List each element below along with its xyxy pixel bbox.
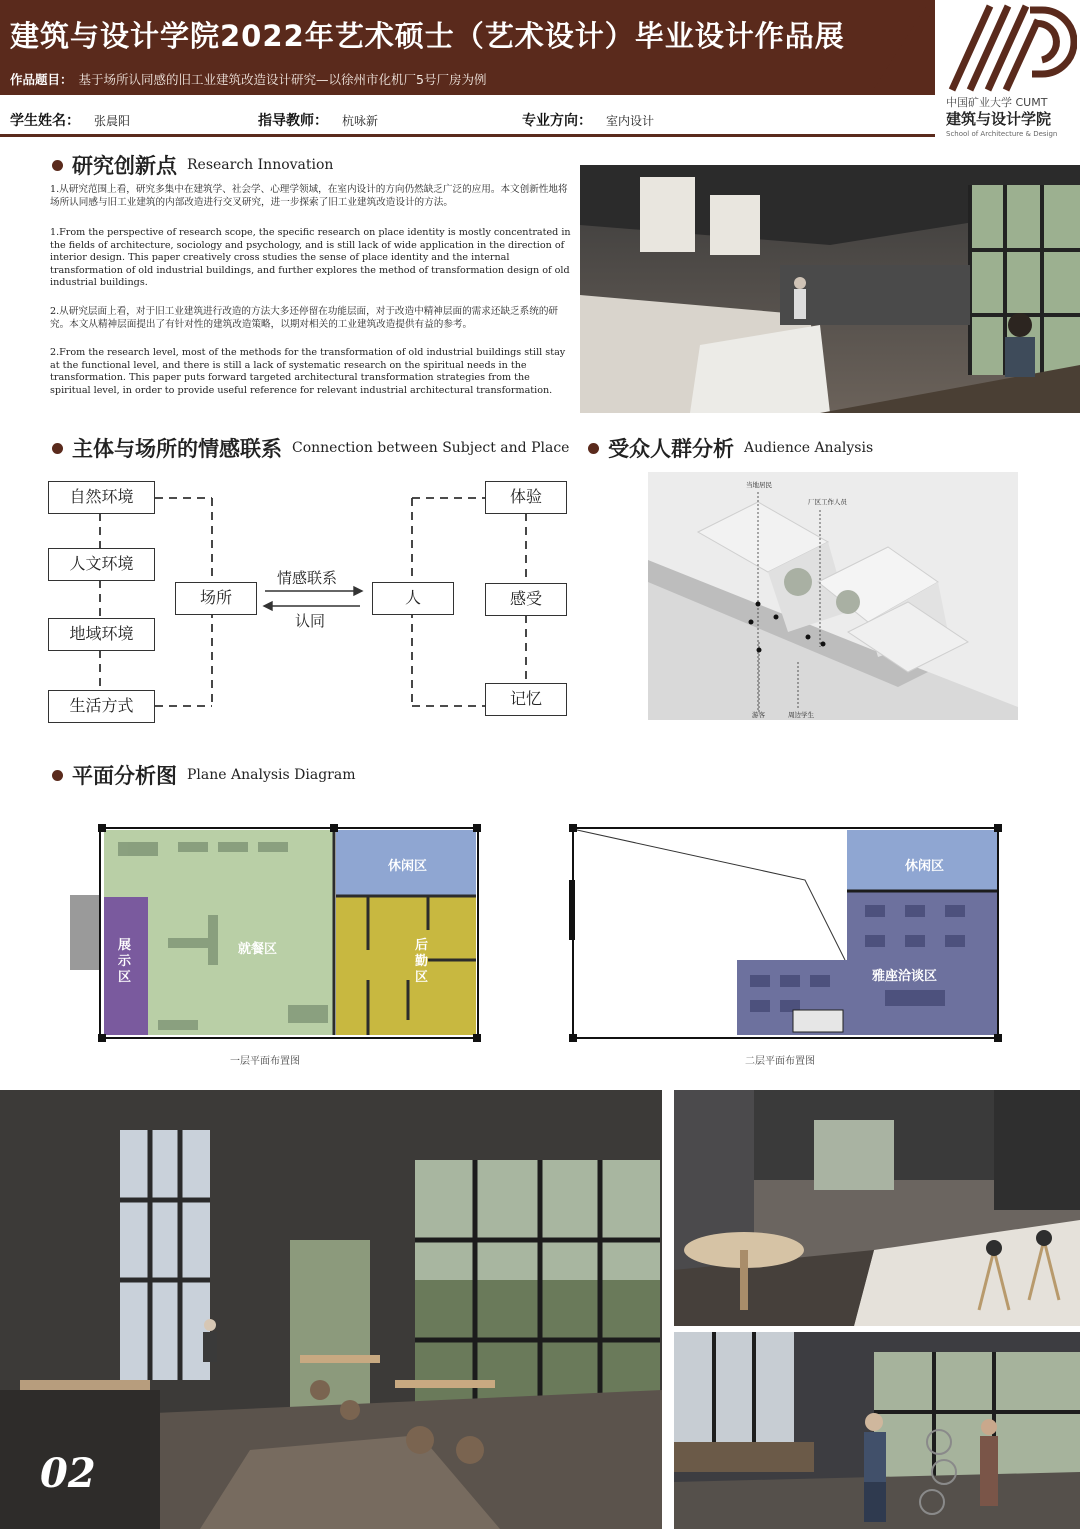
bullet-dot	[52, 160, 63, 171]
audience-label-worker: 厂区工作人员	[808, 498, 847, 506]
relation-person-box: 人	[372, 582, 454, 615]
audience-heading	[588, 433, 873, 463]
advisor-info	[258, 110, 378, 130]
arrow-label-identity: 认同	[295, 612, 326, 630]
audience-title-cn: 受众人群分析	[608, 437, 734, 461]
audience-title-en: Audience Analysis	[744, 440, 874, 456]
student-name: 张晨阳	[94, 114, 131, 128]
research-p2-en: 2.From the research level, most of the methods for the transformation of old industrial buildings still stay at the functional level, and there is still a lack of systematic research on the spiritual needs in the transformation. This paper puts forward targeted architectural transformation strategies from the spiritual level, in order to provide useful reference for relevant industrial architectural transformation.	[50, 347, 566, 396]
topic-label: 作品题目：	[10, 72, 73, 87]
zone-leisure-1: 休闲区	[388, 859, 428, 874]
header-slant	[870, 0, 930, 95]
relation-place-box: 场所	[175, 582, 257, 615]
research-p2-cn: 2.从研究层面上看，对于旧工业建筑进行改造的方法大多还停留在功能层面，对于改造中精神层面的需求还缺乏系统的研究。本文从精神层面提出了有针对性的建筑改造策略，以期对相关的工业建筑改造提供有益的参考。	[50, 306, 559, 330]
plan-title-en: Plane Analysis Diagram	[187, 767, 356, 783]
relation-right-item: 体验	[485, 481, 567, 514]
page-title: 建筑与设计学院2022年艺术硕士（艺术设计）毕业设计作品展	[10, 19, 845, 53]
relation-title-cn: 主体与场所的情感联系	[72, 437, 282, 461]
render-bar-seating	[674, 1090, 1080, 1326]
relation-title-en: Connection between Subject and Place	[292, 440, 570, 456]
floor2-caption: 二层平面布置图	[745, 1056, 815, 1067]
page-number: 02	[40, 1450, 96, 1497]
advisor-label: 指导教师：	[258, 113, 328, 129]
research-title-cn: 研究创新点	[72, 154, 177, 178]
audience-label-student: 周边学生	[788, 711, 814, 719]
relation-left-item: 人文环境	[48, 548, 155, 581]
plan-heading	[52, 760, 355, 790]
school-name: 建筑与设计学院	[946, 110, 1052, 128]
render-window-dining	[0, 1090, 662, 1529]
research-p1-en: 1.From the perspective of research scope, the specific research on place identity is mostly concentrated in the fields of architecture, sociology and psychology, and is still lack of wide application in the direction of interior design. This paper creatively cross studies the sense of place identity and the internal transformation of old industrial buildings, and further explores the method of transformation design of old industrial buildings.	[50, 227, 571, 289]
topic-text: 基于场所认同感的旧工业建筑改造设计研究—以徐州市化机厂5号厂房为例	[78, 72, 487, 87]
university-name: 中国矿业大学 CUMT	[946, 96, 1048, 109]
school-logo	[942, 2, 1077, 92]
render-cafe-counter	[580, 165, 1080, 413]
bullet-dot	[588, 443, 599, 454]
relation-heading	[52, 433, 569, 463]
school-name-en: School of Architecture & Design	[946, 130, 1058, 138]
student-info	[10, 110, 130, 130]
relation-left-item: 生活方式	[48, 690, 155, 723]
bullet-dot	[52, 443, 63, 454]
zone-dining: 就餐区	[238, 942, 278, 957]
zone-display: 展示区	[118, 938, 132, 985]
topic-line	[10, 70, 486, 88]
render-window-performer	[674, 1332, 1080, 1529]
major-label: 专业方向：	[522, 113, 592, 129]
audience-axonometric	[648, 472, 1018, 720]
audience-label-tourist: 游客	[752, 711, 765, 719]
relation-right-item: 感受	[485, 583, 567, 616]
floor-plan-1	[68, 820, 488, 1045]
student-label: 学生姓名：	[10, 113, 80, 129]
advisor-name: 杭咏新	[342, 114, 379, 128]
bullet-dot	[52, 770, 63, 781]
audience-label-resident: 当地居民	[746, 481, 772, 489]
relation-right-item: 记忆	[485, 683, 567, 716]
research-title-en: Research Innovation	[187, 157, 334, 173]
relation-left-item: 地域环境	[48, 618, 155, 651]
zone-logistics: 后勤区	[415, 938, 429, 985]
plan-title-cn: 平面分析图	[72, 764, 177, 788]
floor-plan-2	[565, 820, 1010, 1045]
zone-vip-meeting: 雅座洽谈区	[872, 969, 938, 984]
major-name: 室内设计	[606, 114, 655, 128]
audience-diagram	[648, 472, 1018, 720]
major-info	[522, 110, 654, 130]
research-heading	[52, 150, 333, 180]
floor1-caption: 一层平面布置图	[230, 1056, 300, 1067]
header-rule	[0, 134, 935, 137]
research-p1-cn: 1.从研究范围上看，研究多集中在建筑学、社会学、心理学领域，在室内设计的方向仍然缺乏广泛的应用。本文创新性地将场所认同感与旧工业建筑的内部改造进行交叉研究，进一步探索了旧工业建筑改造设计的方法。	[50, 184, 568, 208]
arrow-label-emotion: 情感联系	[277, 569, 338, 587]
zone-leisure-2: 休闲区	[905, 859, 945, 874]
relation-left-item: 自然环境	[48, 481, 155, 514]
